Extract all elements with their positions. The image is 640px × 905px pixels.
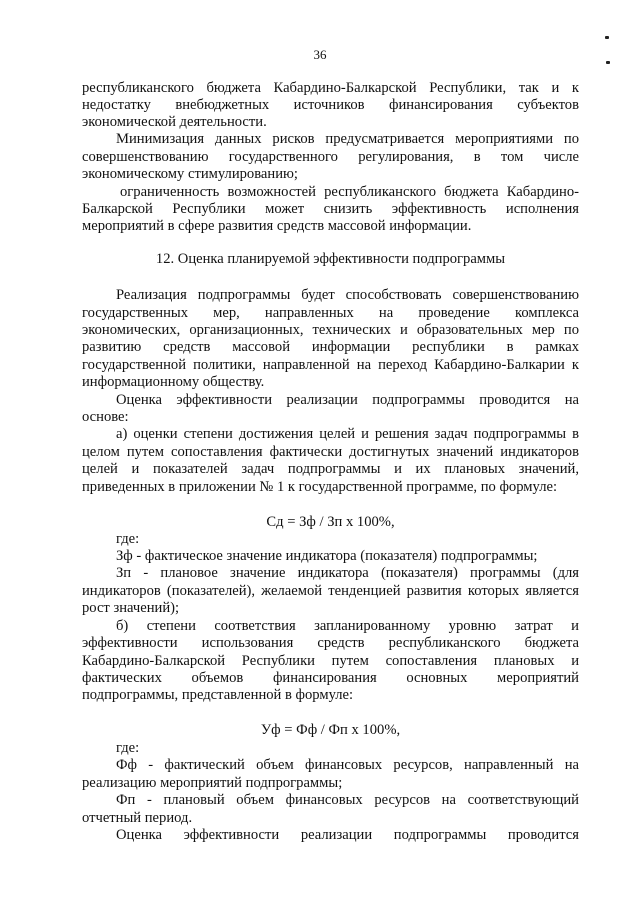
page-number: 36 — [313, 47, 327, 62]
text-line: где: — [116, 531, 140, 547]
text-line: реализацию мероприятий подпрограммы; — [82, 775, 343, 791]
text-line: мероприятий в сфере развития средств массовой информации. — [82, 218, 472, 234]
text-line: эффективности использования средств республиканского бюджета — [82, 635, 579, 651]
text-line: информационному обществу. — [82, 374, 265, 390]
text-line: Балкарской Республики может снизить эффективность исполнения — [82, 201, 579, 217]
text-line: где: — [116, 740, 140, 756]
text-line: Оценка эффективности реализации подпрограммы проводится на — [116, 392, 579, 408]
text-line: ограниченность возможностей республиканского бюджета Кабардино- — [120, 184, 579, 200]
text-line: Кабардино-Балкарской Республики путем сопоставления плановых и — [82, 653, 579, 669]
text-line: а) оценки степени достижения целей и решения задач подпрограммы в — [116, 426, 579, 442]
text-line: б) степени соответствия запланированному уровню затрат и — [116, 618, 579, 634]
text-line: индикаторов (показателей), желаемой тенденцией развития которых является — [82, 583, 579, 599]
text-line: целей и показателей задач подпрограммы и их плановых значений, — [82, 461, 579, 477]
text-line: рост значений); — [82, 600, 180, 616]
text-line: Минимизация данных рисков предусматривается мероприятиями по — [116, 131, 579, 147]
text-line: Реализация подпрограммы будет способствовать совершенствованию — [116, 287, 579, 303]
text-line: экономической деятельности. — [82, 114, 267, 130]
text-line: основе: — [82, 409, 129, 425]
text-line: государственной политики, направленной на переход Кабардино-Балкарии к — [82, 357, 579, 373]
text-line: недостатку внебюджетных источников финансирования субъектов — [82, 97, 579, 113]
text-line: экономических, организационных, технических и образовательных мер по — [82, 322, 579, 338]
text-line: отчетный период. — [82, 810, 193, 826]
text-line: Зф - фактическое значение индикатора (показателя) подпрограммы; — [116, 548, 538, 564]
scan-mark — [606, 61, 610, 64]
text-line: совершенствованию государственного регулирования, в том числе — [82, 149, 579, 165]
scan-mark — [605, 36, 609, 39]
text-line: Фф - фактический объем финансовых ресурсов, направленный на — [116, 757, 579, 773]
text-line: государственных мер, направленных на проведение комплекса — [82, 305, 579, 321]
text-line: целом путем сопоставления фактически достигнутых значений индикаторов — [82, 444, 579, 460]
text-line: республиканского бюджета Кабардино-Балкарской Республики, так и к — [82, 80, 579, 96]
formula: Сд = Зф / Зп х 100%, — [266, 514, 395, 530]
formula: Уф = Фф / Фп х 100%, — [260, 722, 401, 738]
section-heading: 12. Оценка планируемой эффективности подпрограммы — [155, 251, 506, 267]
text-line: Оценка эффективности реализации подпрограммы проводится — [116, 827, 579, 843]
text-line: подпрограммы, представленной в формуле: — [82, 687, 354, 703]
text-line: Фп - плановый объем финансовых ресурсов на соответствующий — [116, 792, 579, 808]
text-line: экономическому стимулированию; — [82, 166, 298, 182]
text-line: фактических объемов финансирования основных мероприятий — [82, 670, 579, 686]
text-line: приведенных в приложении № 1 к государственной программе, по формуле: — [82, 479, 558, 495]
text-line: развитию средств массовой информации республики в рамках — [82, 339, 579, 355]
text-line: Зп - плановое значение индикатора (показателя) программы (для — [116, 565, 579, 581]
